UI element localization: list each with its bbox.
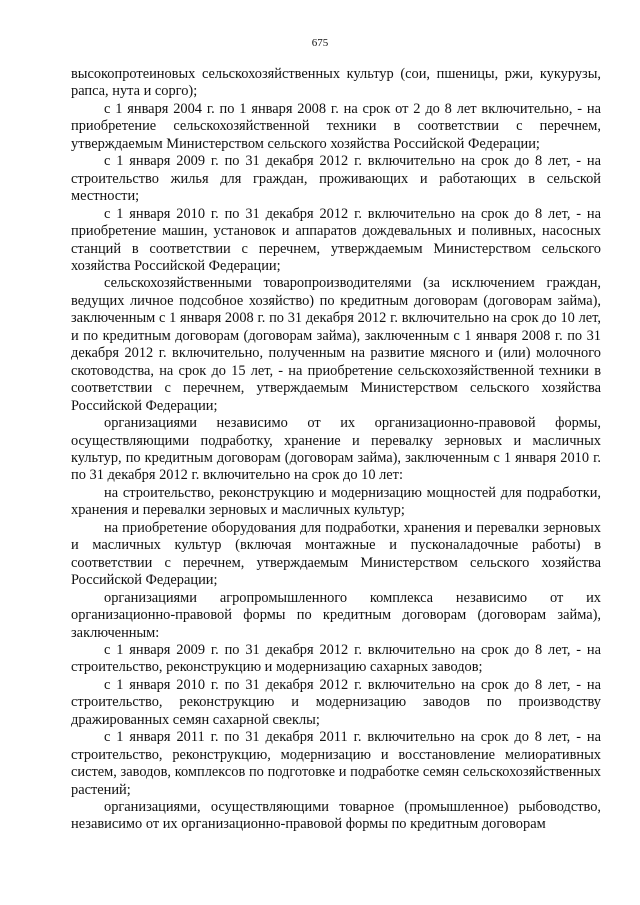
paragraph: с 1 января 2009 г. по 31 декабря 2012 г. включительно на срок до 8 лет, - на строительство, реконструкцию и модернизацию сахарных заводов; [71,641,601,676]
paragraph: сельскохозяйственными товаропроизводителями (за исключением граждан, ведущих личное подсобное хозяйство) по кредитным договорам (договорам займа), заключенным с 1 января 2008 г. по 31 декабря 2012 г. включительно на срок до 10 лет, и по кредитным договорам (договорам займа), заключенным с 1 января 2008 г. по 31 декабря 2012 г. включительно, полученным на развитие мясного и (или) молочного скотоводства, на срок до 15 лет, - на приобретение сельскохозяйственной техники в соответствии с перечнем, утверждаемым Министерством сельского хозяйства Российской Федерации; [71,275,601,414]
paragraph: организациями независимо от их организационно-правовой формы, осуществляющими подработку, хранение и перевалку зерновых и масличных культур, по кредитным договорам (договорам займа), заключенным с 1 января 2010 г. по 31 декабря 2012 г. включительно на срок до 10 лет: [71,415,601,484]
document-body [71,66,601,834]
paragraph: организациями, осуществляющими товарное (промышленное) рыбоводство, независимо от их организационно-правовой формы по кредитным договорам [71,799,601,833]
page-number: 675 [311,37,329,49]
paragraph: с 1 января 2011 г. по 31 декабря 2011 г. включительно на срок до 8 лет, - на строительство, реконструкцию, модернизацию и восстановление мелиоративных систем, заводов, комплексов по подготовке и подработке семян сельскохозяйственных растений; [71,729,601,798]
paragraph: с 1 января 2004 г. по 1 января 2008 г. на срок от 2 до 8 лет включительно, - на приобретение сельскохозяйственной техники в соответствии с перечнем, утверждаемым Министерством сельского хозяйства Российской Федерации; [71,100,601,152]
paragraph: организациями агропромышленного комплекса независимо от их организационно-правовой формы по кредитным договорам (договорам займа), заключенным: [71,589,601,641]
paragraph: с 1 января 2010 г. по 31 декабря 2012 г. включительно на срок до 8 лет, - на строительство, реконструкцию и модернизацию заводов по производству дражированных семян сахарной свеклы; [71,676,601,728]
paragraph: с 1 января 2009 г. по 31 декабря 2012 г. включительно на срок до 8 лет, - на строительство жилья для граждан, проживающих и работающих в сельской местности; [71,153,601,205]
paragraph: на приобретение оборудования для подработки, хранения и перевалки зерновых и масличных культур (включая монтажные и пусконаладочные работы) в соответствии с перечнем, утверждаемым Министерством сельского хозяйства Российской Федерации; [71,519,601,589]
paragraph: с 1 января 2010 г. по 31 декабря 2012 г. включительно на срок до 8 лет, - на приобретение машин, установок и аппаратов дождевальных и поливных, насосных станций в соответствии с перечнем, утверждаемым Министерством сельского хозяйства Российской Федерации; [71,205,601,274]
paragraph: на строительство, реконструкцию и модернизацию мощностей для подработки, хранения и перевалки зерновых и масличных культур; [71,484,601,519]
paragraph: высокопротеиновых сельскохозяйственных культур (сои, пшеницы, ржи, кукурузы, рапса, нута и сорго); [71,66,601,100]
